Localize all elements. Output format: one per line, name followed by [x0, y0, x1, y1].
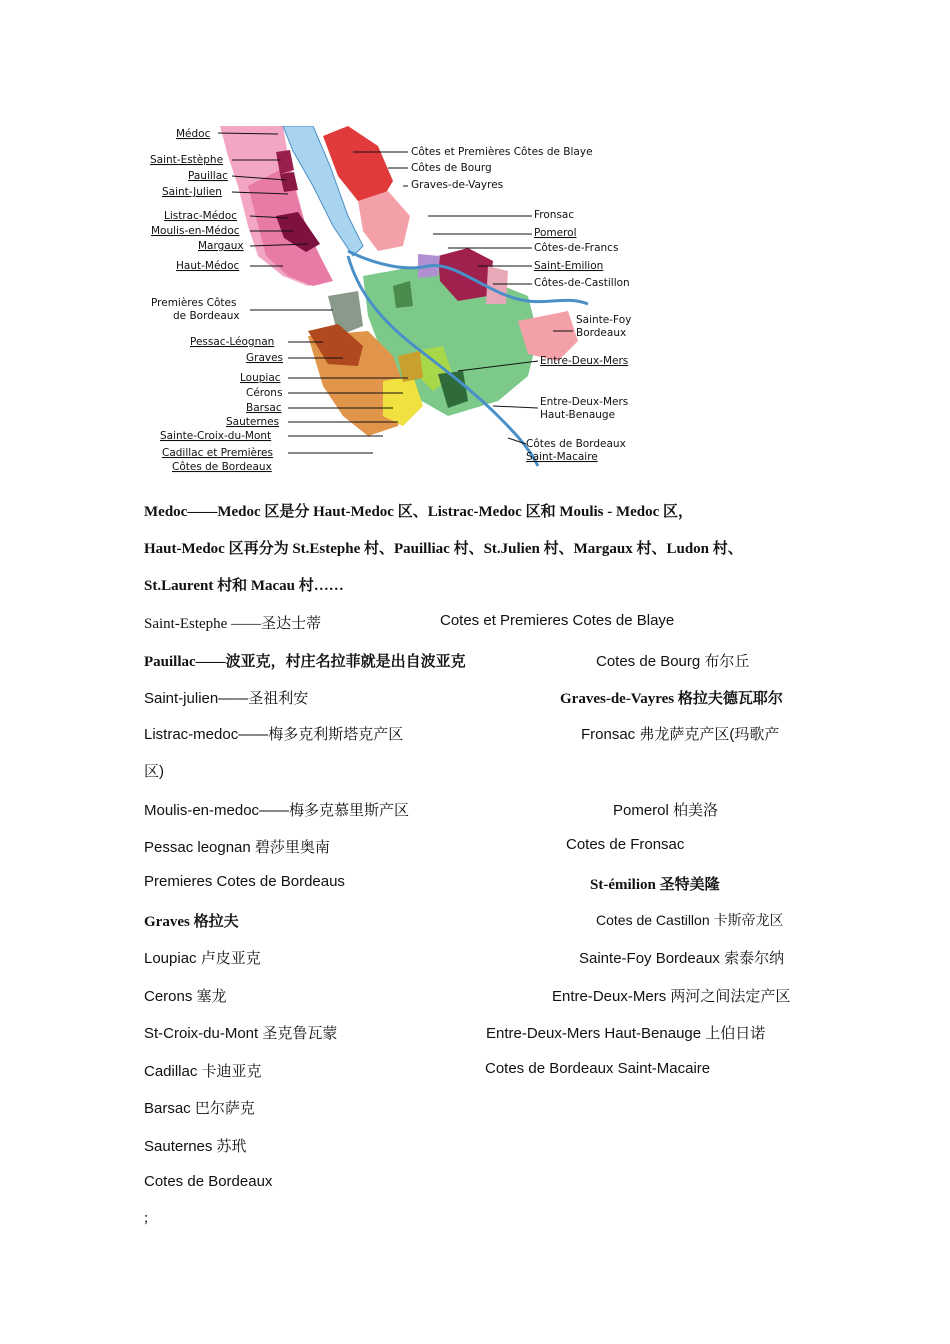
list-item-right: Cotes et Premieres Cotes de Blaye [440, 612, 675, 629]
list-row [144, 1097, 824, 1121]
map-label-bordeaux: Bordeaux [576, 327, 627, 339]
map-label-cotes-de-bordeaux-right: Côtes de Bordeaux [526, 438, 626, 450]
intro-line-1: Medoc——Medoc 区是分 Haut-Medoc 区、Listrac-Medoc 区和 Moulis - Medoc 区， [144, 504, 694, 520]
map-label-de-bordeaux: de Bordeaux [173, 310, 240, 322]
map-label-cotes-premieres-cotes-blaye: Côtes et Premières Côtes de Blaye [411, 146, 593, 158]
list-row [144, 723, 824, 747]
list-row [144, 836, 824, 860]
list-item-left: Moulis-en-medoc——梅多克慕里斯产区 [144, 802, 410, 819]
map-label-cerons: Cérons [246, 387, 283, 399]
map-label-medoc: Médoc [176, 128, 211, 140]
list-item-right: Entre-Deux-Mers 两河之间法定产区 [552, 988, 791, 1005]
list-item-right: Cotes de Fronsac [566, 836, 685, 853]
list-row [144, 1060, 824, 1084]
list-item-left: St-Croix-du-Mont 圣克鲁瓦蒙 [144, 1025, 338, 1042]
list-item-right: Entre-Deux-Mers Haut-Benauge 上伯日诺 [486, 1025, 766, 1042]
list-row [144, 1173, 824, 1197]
map-label-graves: Graves [246, 352, 284, 364]
list-row [144, 650, 824, 674]
map-label-listrac-medoc: Listrac-Médoc [164, 210, 238, 222]
list-item-right: Graves-de-Vayres 格拉夫德瓦耶尔 [560, 691, 783, 707]
list-item-right: Fronsac 弗龙萨克产区(玛歌产 [581, 726, 780, 743]
list-row [144, 947, 824, 971]
trailing-semicolon-row [144, 1210, 824, 1234]
map-label-pauillac: Pauillac [188, 170, 228, 182]
list-item-left: 区) [144, 763, 164, 780]
map-label-saint-estephe: Saint-Estèphe [150, 154, 224, 166]
list-item-left: Loupiac 卢皮亚克 [144, 950, 261, 967]
map-label-premieres-cotes: Premières Côtes [151, 297, 237, 309]
trailing-semicolon: ; [144, 1210, 149, 1226]
map-label-haut-benauge: Haut-Benauge [540, 409, 616, 421]
list-item-right: Sainte-Foy Bordeaux 索泰尔纳 [579, 950, 785, 967]
list-item-left: Cotes de Bordeaux [144, 1173, 273, 1190]
map-label-fronsac: Fronsac [534, 209, 575, 221]
map-label-pessac-leognan: Pessac-Léognan [190, 336, 275, 348]
map-label-margaux: Margaux [198, 240, 244, 252]
map-label-graves-de-vayres: Graves-de-Vayres [411, 179, 504, 191]
map-label-saint-julien: Saint-Julien [162, 186, 222, 198]
list-row [144, 687, 824, 711]
map-label-entre-deux-mers-2: Entre-Deux-Mers [540, 396, 629, 408]
list-item-left: Pauillac——波亚克，村庄名拉菲就是出自波亚克 [144, 654, 466, 670]
map-label-sainte-croix-du-mont: Sainte-Croix-du-Mont [160, 430, 272, 442]
list-item-left: Cadillac 卡迪亚克 [144, 1063, 262, 1080]
list-item-right: St-émilion 圣特美隆 [590, 877, 720, 893]
map-label-loupiac: Loupiac [240, 372, 281, 384]
map-label-saint-emilion: Saint-Emilion [534, 260, 604, 272]
list-item-right: Cotes de Bourg 布尔丘 [596, 653, 750, 670]
map-label-haut-medoc: Haut-Médoc [176, 260, 240, 272]
list-row [144, 873, 824, 897]
bordeaux-wine-region-map [148, 126, 640, 474]
list-item-left: Sauternes 苏玳 [144, 1138, 247, 1155]
map-label-cadillac-et-premieres: Cadillac et Premières [162, 447, 273, 459]
castillon-region [486, 266, 508, 304]
map-label-cotes-de-francs: Côtes-de-Francs [534, 242, 619, 254]
map-label-cotes-de-bourg: Côtes de Bourg [411, 162, 492, 174]
map-label-barsac: Barsac [246, 402, 282, 414]
list-row [144, 612, 824, 636]
intro-line-3: St.Laurent 村和 Macau 村…… [144, 578, 344, 594]
list-item-left: Pessac leognan 碧莎里奥南 [144, 839, 330, 856]
map-label-sainte-foy: Sainte-Foy [576, 314, 632, 326]
list-item-left: Saint-julien——圣祖利安 [144, 690, 309, 707]
list-item-left: Saint-Estephe ——圣达士蒂 [144, 616, 322, 632]
list-row [144, 985, 824, 1009]
list-item-left: Graves 格拉夫 [144, 914, 239, 930]
list-item-left: Premieres Cotes de Bordeaus [144, 873, 345, 890]
map-label-cotes-de-bordeaux-left: Côtes de Bordeaux [172, 461, 272, 473]
list-row [144, 1135, 824, 1159]
list-row [144, 760, 824, 784]
list-item-left: Listrac-medoc——梅多克利斯塔克产区 [144, 726, 404, 743]
list-row [144, 799, 824, 823]
map-label-sauternes: Sauternes [226, 416, 280, 428]
list-row [144, 1022, 824, 1046]
list-item-left: Cerons 塞龙 [144, 988, 227, 1005]
list-item-right: Cotes de Castillon 卡斯帝龙区 [596, 912, 784, 928]
map-label-moulis-en-medoc: Moulis-en-Médoc [151, 225, 240, 237]
map-label-pomerol: Pomerol [534, 227, 577, 239]
map-label-saint-macaire: Saint-Macaire [526, 451, 598, 463]
list-item-right: Pomerol 柏美洛 [613, 802, 719, 819]
map-label-entre-deux-mers: Entre-Deux-Mers [540, 355, 629, 367]
list-item-right: Cotes de Bordeaux Saint-Macaire [485, 1060, 711, 1077]
list-item-left: Barsac 巴尔萨克 [144, 1100, 255, 1117]
intro-line-2: Haut-Medoc 区再分为 St.Estephe 村、Pauilliac 村、St.Julien 村、Margaux 村、Ludon 村、 [144, 541, 743, 557]
list-row [144, 910, 824, 934]
map-label-cotes-de-castillon: Côtes-de-Castillon [534, 277, 630, 289]
